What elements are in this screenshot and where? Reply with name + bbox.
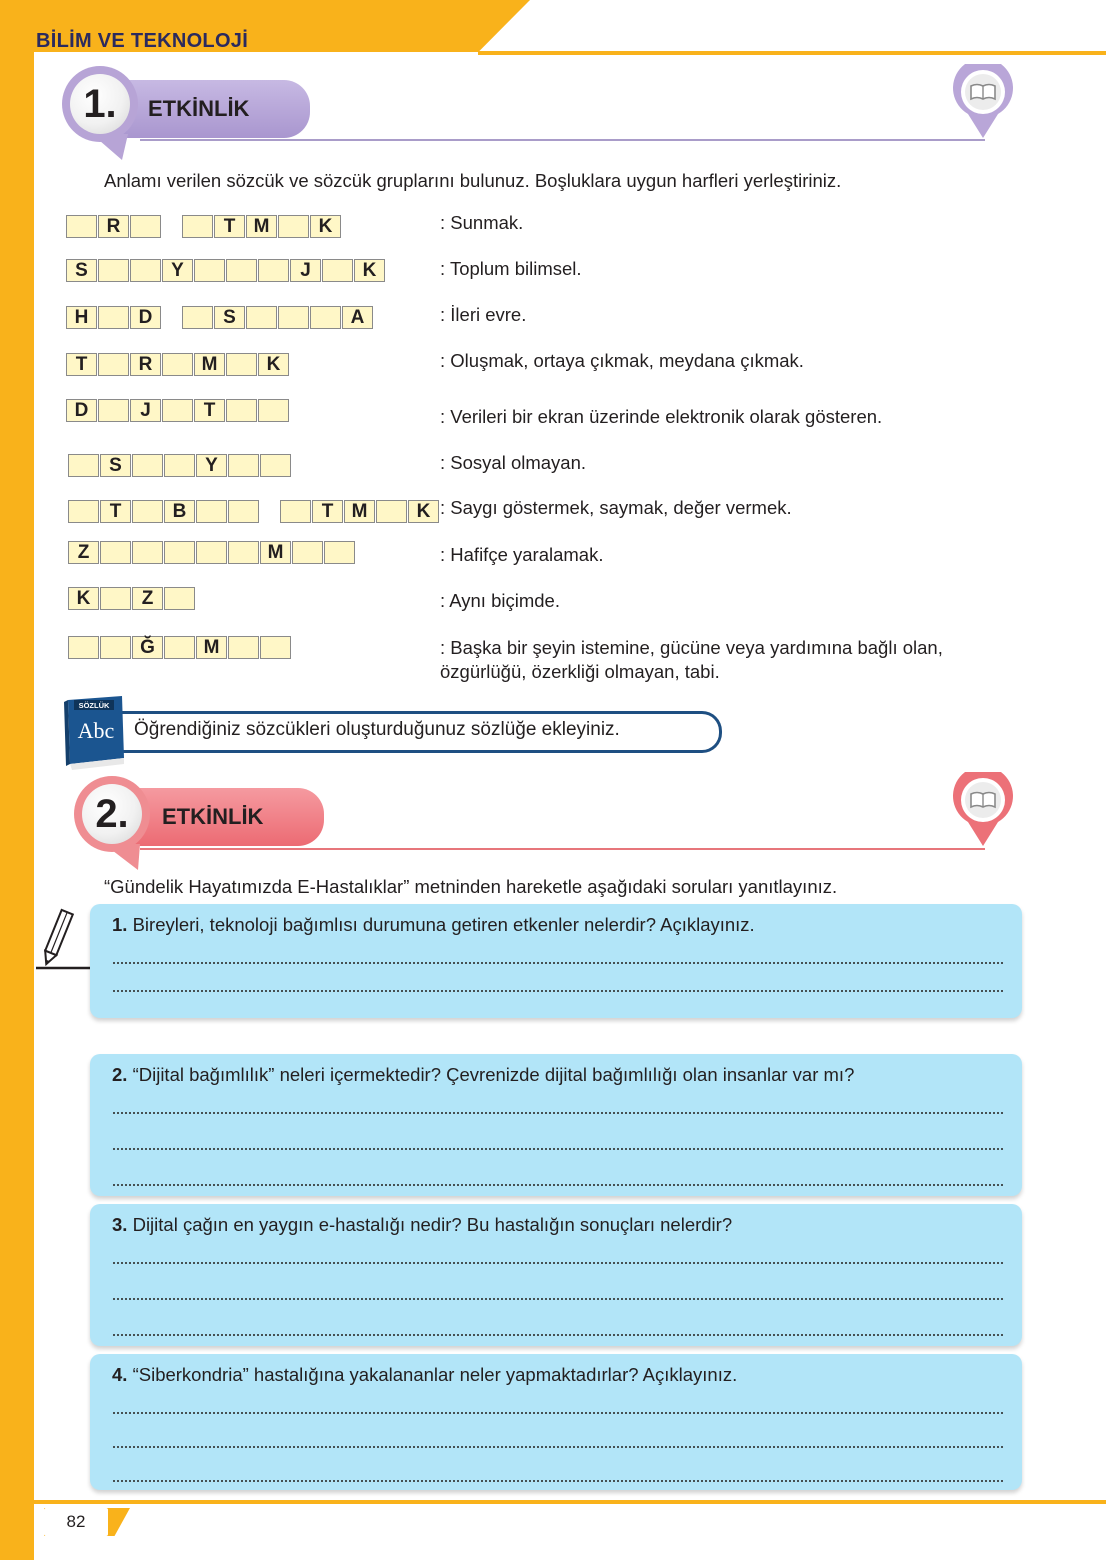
letter-cell[interactable] xyxy=(260,636,291,659)
letter-cell[interactable] xyxy=(164,541,195,564)
letter-cell[interactable] xyxy=(132,454,163,477)
answer-line[interactable] xyxy=(112,1148,1004,1150)
activity2-label-text: ETKİNLİK xyxy=(162,804,264,829)
letter-cell[interactable] xyxy=(194,259,225,282)
letter-cell[interactable]: Ğ xyxy=(132,636,163,659)
letter-cell[interactable] xyxy=(100,636,131,659)
letter-cell[interactable] xyxy=(258,399,289,422)
answer-line[interactable] xyxy=(112,990,1004,992)
letter-cell[interactable]: T xyxy=(194,399,225,422)
letter-cell[interactable] xyxy=(280,500,311,523)
letter-cell[interactable] xyxy=(164,587,195,610)
answer-line[interactable] xyxy=(112,1480,1004,1482)
question-4-number: 4. xyxy=(112,1364,128,1385)
letter-cell[interactable] xyxy=(162,353,193,376)
question-1-number: 1. xyxy=(112,914,128,935)
page-frame-top-slant xyxy=(470,0,530,52)
answer-line[interactable] xyxy=(112,1298,1004,1300)
letter-cell[interactable]: A xyxy=(342,306,373,329)
letter-cell[interactable]: M xyxy=(260,541,291,564)
letter-cell[interactable] xyxy=(260,454,291,477)
letter-cell[interactable] xyxy=(258,259,289,282)
letter-cell[interactable]: M xyxy=(196,636,227,659)
question-4-text xyxy=(112,1364,737,1386)
activity2-number: 2. xyxy=(82,784,142,844)
letter-cell[interactable]: S xyxy=(66,259,97,282)
letter-cell[interactable]: K xyxy=(354,259,385,282)
subject-title: BİLİM VE TEKNOLOJİ xyxy=(36,30,249,52)
letter-cell[interactable] xyxy=(164,454,195,477)
letter-cell[interactable]: M xyxy=(246,215,277,238)
question-4-body: “Siberkondria” hastalığına yakalananlar neler yapmaktadırlar? Açıklayınız. xyxy=(127,1364,738,1385)
question-box-3 xyxy=(90,1204,1022,1346)
letter-cell[interactable]: K xyxy=(408,500,439,523)
letter-cell[interactable] xyxy=(322,259,353,282)
letter-cell[interactable] xyxy=(228,454,259,477)
letter-cell[interactable]: S xyxy=(100,454,131,477)
question-2-text xyxy=(112,1064,854,1086)
letter-cell[interactable] xyxy=(98,259,129,282)
page-frame-top-line xyxy=(478,51,1106,55)
question-3-body: Dijital çağın en yaygın e-hastalığı nedir? Bu hastalığın sonuçları nelerdir? xyxy=(127,1214,733,1235)
letter-cell[interactable] xyxy=(228,541,259,564)
letter-cell[interactable]: T xyxy=(100,500,131,523)
clue-2: : Toplum bilimsel. xyxy=(440,258,582,279)
page-number: 82 xyxy=(44,1508,108,1536)
letter-cell[interactable] xyxy=(228,500,259,523)
question-1-body: Bireyleri, teknoloji bağımlısı durumuna getiren etkenler nelerdir? Açıklayınız. xyxy=(127,914,755,935)
question-1-text xyxy=(112,914,755,936)
activity1-label-text: ETKİNLİK xyxy=(148,96,250,121)
letter-cell[interactable]: R xyxy=(130,353,161,376)
letter-cell[interactable]: T xyxy=(66,353,97,376)
question-2-body: “Dijital bağımlılık” neleri içermektedir? Çevrenizde dijital bağımlılığı olan insanlar var mı? xyxy=(127,1064,855,1085)
letter-cell[interactable]: T xyxy=(312,500,343,523)
letter-cell[interactable] xyxy=(100,541,131,564)
dictionary-book-icon xyxy=(58,694,130,770)
activity1-label xyxy=(110,80,310,138)
letter-cell[interactable]: B xyxy=(164,500,195,523)
question-3-number: 3. xyxy=(112,1214,128,1235)
question-box-1 xyxy=(90,904,1022,1018)
letter-cell[interactable]: T xyxy=(214,215,245,238)
letter-cell[interactable] xyxy=(98,399,129,422)
question-3-text xyxy=(112,1214,732,1236)
letter-cell[interactable] xyxy=(246,306,277,329)
question-box-2 xyxy=(90,1054,1022,1196)
clue-4: : Oluşmak, ortaya çıkmak, meydana çıkmak. xyxy=(440,350,804,371)
clue-1: : Sunmak. xyxy=(440,212,524,233)
letter-cell[interactable] xyxy=(228,636,259,659)
clue-5: : Verileri bir ekran üzerinde elektronik olarak gösteren. xyxy=(440,406,883,427)
letter-cell[interactable]: D xyxy=(130,306,161,329)
letter-cell[interactable]: K xyxy=(68,587,99,610)
answer-line[interactable] xyxy=(112,1262,1004,1264)
clue-7: : Saygı göstermek, saymak, değer vermek. xyxy=(440,497,792,518)
clue-6: : Sosyal olmayan. xyxy=(440,452,587,473)
clue-3: : İleri evre. xyxy=(440,304,527,325)
dictionary-book-label: SÖZLÜK xyxy=(78,701,110,710)
letter-cell[interactable] xyxy=(182,306,213,329)
answer-line[interactable] xyxy=(112,1412,1004,1414)
letter-cell[interactable]: Z xyxy=(132,587,163,610)
clue-9: : Aynı biçimde. xyxy=(440,590,560,611)
letter-cell[interactable]: R xyxy=(98,215,129,238)
letter-cell[interactable] xyxy=(132,541,163,564)
letter-cell[interactable] xyxy=(196,541,227,564)
dictionary-note-text: Öğrendiğiniz sözcükleri oluşturduğunuz sözlüğe ekleyiniz. xyxy=(134,719,620,740)
letter-cell[interactable] xyxy=(292,541,323,564)
letter-cell[interactable] xyxy=(324,541,355,564)
letter-cell[interactable]: M xyxy=(344,500,375,523)
letter-cell[interactable]: K xyxy=(258,353,289,376)
pencil-icon xyxy=(36,906,96,972)
letter-cell[interactable] xyxy=(310,306,341,329)
letter-cell[interactable] xyxy=(182,215,213,238)
letter-cell[interactable] xyxy=(196,500,227,523)
book-pin-icon xyxy=(950,64,1016,138)
letter-cell[interactable] xyxy=(68,636,99,659)
letter-cell[interactable] xyxy=(98,306,129,329)
letter-cell[interactable] xyxy=(376,500,407,523)
question-box-4 xyxy=(90,1354,1022,1490)
activity1-number: 1. xyxy=(70,74,130,134)
activity1-instruction: Anlamı verilen sözcük ve sözcük gruplarını bulunuz. Boşluklara uygun harfleri yerleştiriniz. xyxy=(104,170,842,191)
answer-line[interactable] xyxy=(112,1446,1004,1448)
letter-cell[interactable] xyxy=(100,587,131,610)
activity2-instruction: “Gündelik Hayatımızda E-Hastalıklar” metninden hareketle aşağıdaki soruları yanıtlayınız. xyxy=(104,876,838,897)
letter-cell[interactable]: M xyxy=(194,353,225,376)
letter-cell[interactable] xyxy=(226,399,257,422)
page-frame-bottom-line xyxy=(34,1500,1106,1504)
letter-cell[interactable] xyxy=(278,306,309,329)
clue-8: : Hafifçe yaralamak. xyxy=(440,544,604,565)
answer-line[interactable] xyxy=(112,1334,1004,1336)
activity1-badge xyxy=(62,66,138,142)
answer-line[interactable] xyxy=(112,1184,1004,1186)
letter-cell[interactable] xyxy=(226,353,257,376)
clue-10: : Başka bir şeyin istemine, gücüne veya yardımına bağlı olan, özgürlüğü, özerkliği olmayan, tabi. xyxy=(440,637,943,682)
letter-cell[interactable]: Y xyxy=(162,259,193,282)
letter-cell[interactable]: J xyxy=(130,399,161,422)
letter-cell[interactable] xyxy=(164,636,195,659)
activity2-label xyxy=(124,788,324,846)
letter-cell[interactable] xyxy=(132,500,163,523)
letter-cell[interactable]: H xyxy=(66,306,97,329)
answer-line[interactable] xyxy=(112,962,1004,964)
activity2-badge xyxy=(74,776,150,852)
letter-cell[interactable]: D xyxy=(66,399,97,422)
letter-cell[interactable]: K xyxy=(310,215,341,238)
book-pin-icon xyxy=(950,772,1016,846)
letter-cell[interactable] xyxy=(130,259,161,282)
activity1-rule xyxy=(140,139,985,141)
answer-line[interactable] xyxy=(112,1112,1004,1114)
letter-cell[interactable]: S xyxy=(214,306,245,329)
activity2-rule xyxy=(140,848,985,850)
letter-cell[interactable]: J xyxy=(290,259,321,282)
letter-cell[interactable] xyxy=(98,353,129,376)
letter-cell[interactable] xyxy=(68,500,99,523)
letter-cell[interactable] xyxy=(66,215,97,238)
page-frame-left xyxy=(0,0,34,1560)
dictionary-book-title: Abc xyxy=(77,718,115,743)
letter-cell[interactable] xyxy=(130,215,161,238)
letter-cell[interactable] xyxy=(68,454,99,477)
letter-cell[interactable] xyxy=(278,215,309,238)
letter-cell[interactable] xyxy=(226,259,257,282)
letter-cell[interactable]: Y xyxy=(196,454,227,477)
letter-cell[interactable]: Z xyxy=(68,541,99,564)
question-2-number: 2. xyxy=(112,1064,128,1085)
letter-cell[interactable] xyxy=(162,399,193,422)
